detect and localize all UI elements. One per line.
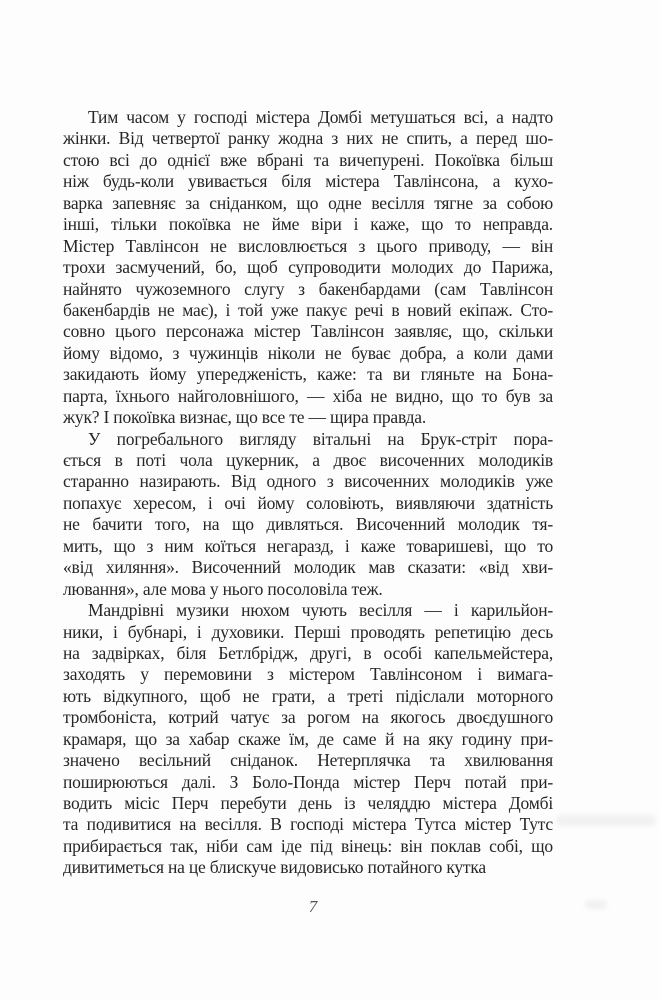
text-line: У погребального вигляду вітальні на Брук-стріт пора- xyxy=(88,428,553,449)
text-line: ники, і бубнарі, і духовики. Перші проводять репетицію десь xyxy=(63,621,553,642)
text-line: значено весільний сніданок. Нетерплячка та хвилювання xyxy=(63,750,553,771)
text-line: крамаря, що за хабар скаже їм, де саме й на яку годину при- xyxy=(63,728,553,749)
text-line: попахує хересом, і очі йому соловіють, виявляючи здатність xyxy=(63,492,553,513)
text-line: старанно назирають. Від одного з височенних молодиків уже xyxy=(63,471,553,492)
text-line: закидають йому упередженість, каже: та ви гляньте на Бона- xyxy=(63,364,553,385)
text-line: мить, що з ним коїться негаразд, і каже товаришеві, що то xyxy=(63,535,553,556)
text-line: стою всі до однієї вже вбрані та вичепурені. Покоївка більш xyxy=(63,149,553,170)
scan-smudge xyxy=(556,815,656,826)
body-text xyxy=(63,107,553,879)
text-line: ється в поті чола цукерник, а двоє височенних молодиків xyxy=(63,450,553,470)
text-line: «від хиляння». Височенний молодик мав сказати: «від хви- xyxy=(63,557,553,578)
text-line: заходять у перемовини з містером Тавлінсоном і вимага- xyxy=(63,664,553,685)
scan-smudge xyxy=(585,900,607,909)
text-line: ють відкупного, щоб не грати, а треті підіслали моторного xyxy=(63,685,553,706)
text-line: та подивитися на весілля. В господі містера Тутса містер Тутс xyxy=(63,814,553,835)
page-number: 7 xyxy=(308,897,318,916)
text-line: трохи засмучений, бо, щоб супроводити молодих до Парижа, xyxy=(63,257,553,278)
text-line: бакенбардів не має), і той уже пакує речі в новий екіпаж. Сто- xyxy=(63,299,553,320)
text-line: на задвірках, біля Бетлбрідж, другі, в особі капельмейстера, xyxy=(63,642,553,663)
text-line: дивитиметься на це блискуче видовисько потайного кутка xyxy=(63,857,486,878)
text-line: лювання», але мова у нього посоловіла теж. xyxy=(63,578,383,599)
text-line: не бачити того, на що дивляться. Височенний молодик тя- xyxy=(63,514,553,535)
text-line: жук? І покоївка визнає, що все те — щира правда. xyxy=(63,407,427,428)
text-line: варка запевняє за сніданком, що одне весілля тягне за собою xyxy=(63,192,553,213)
text-line: Тим часом у господі містера Домбі метушаться всі, а надто xyxy=(88,107,553,127)
text-line: Містер Тавлінсон не висловлюється з цього приводу, — він xyxy=(63,235,553,256)
text-line: інші, тільки покоївка не йме віри і каже, що то неправда. xyxy=(63,214,553,235)
text-line: прибирається так, ніби сам іде під вінець: він поклав собі, що xyxy=(63,835,553,856)
text-line: совно цього персонажа містер Тавлінсон заявляє, що, скільки xyxy=(63,321,553,342)
text-line: ніж будь-коли увивається біля містера Тавлінсона, а кухо- xyxy=(63,171,553,192)
text-line: жінки. Від четвертої ранку жодна з них не спить, а перед шо- xyxy=(63,128,553,149)
text-line: парта, їхнього найголовнішого, — хіба не видно, що то був за xyxy=(63,385,553,406)
text-line: водить місіс Перч перебути день із челяддю містера Домбі xyxy=(63,793,553,813)
text-line: найнято чужоземного слугу з бакенбардами (сам Тавлінсон xyxy=(63,278,553,299)
text-line: Мандрівні музики нюхом чують весілля — і карильйон- xyxy=(88,600,553,621)
text-line: тромбоніста, котрий чатує за рогом на якогось двоєдушного xyxy=(63,707,553,728)
text-line: поширюються далі. З Боло-Понда містер Перч потай при- xyxy=(63,771,553,792)
text-line: йому відомо, з чужинців ніколи не буває добра, а коли дами xyxy=(63,342,553,363)
